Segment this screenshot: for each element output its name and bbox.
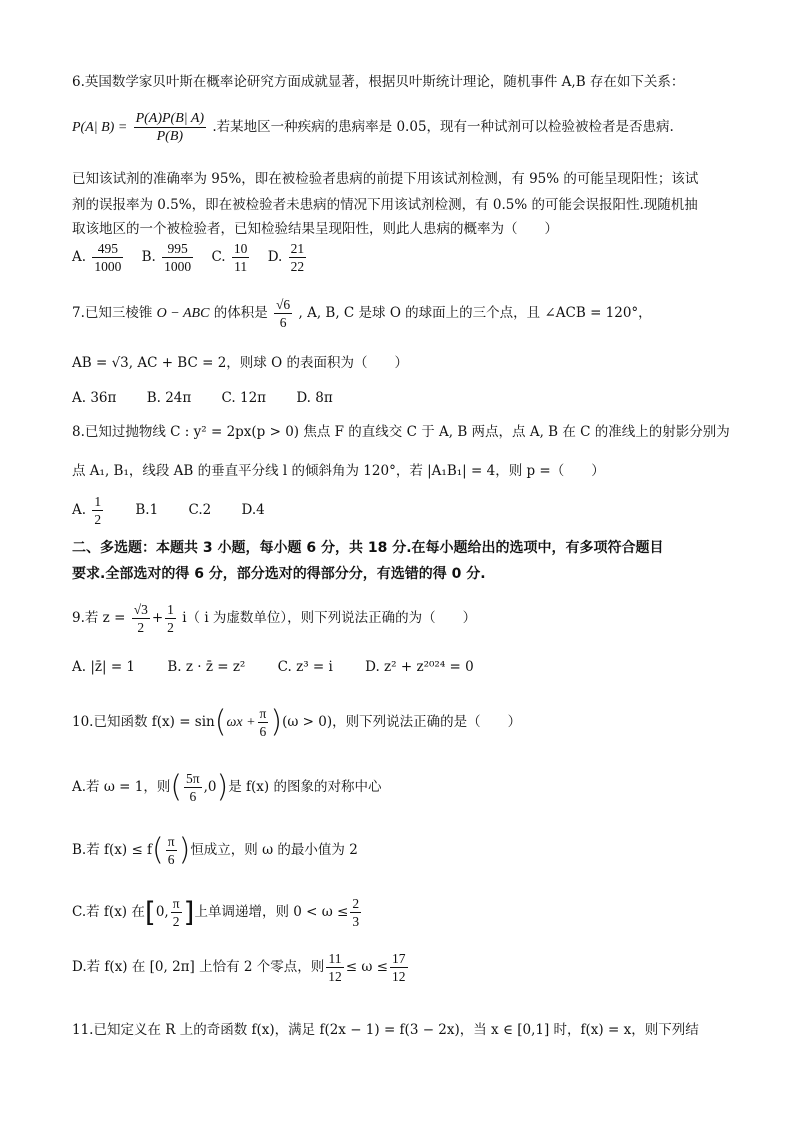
q6-formula-den: P(B) [156,129,184,144]
q7-option-c: C. 12π [221,390,267,406]
q7-option-b: B. 24π [146,390,192,406]
q10-option-a: A.若 ω = 1，则( $\frac{5\pi}{6}$ ,0)是 f(x) 的图象的对称中心 [72,769,382,805]
q10-stem: 10.已知函数 f(x) = sin(ωx + $\frac{\pi}{6}$ )(ω > 0)，则下列说法正确的是（ ） [72,704,522,740]
q10-option-d [72,950,410,985]
q7-volume-num: √6 [276,297,291,312]
q6-option-a-label: A. [72,249,87,265]
q8-stem-line2: 点 A₁, B₁，线段 AB 的垂直平分线 l 的倾斜角为 120°，若 |A₁B₁| = 4，则 p =（ ） [72,463,605,479]
q7-option-d: D. 8π [296,390,333,406]
q6-option-b [142,240,196,275]
q6-option-c-den: 11 [234,259,248,274]
q10-pre: 10.已知函数 f(x) = sin [72,714,215,730]
q6-options [72,240,320,275]
q10-d-num2: 17 [392,951,406,966]
q9-frac1-den: 2 [137,620,145,635]
q10-d-mid: ≤ ω ≤ [345,959,388,975]
q10-c-mid: 上单调递增，则 0 < ω ≤ [194,904,349,920]
q9-pre: 9.若 z = [72,610,126,626]
q10-c-den2: 3 [352,914,360,929]
q6-formula-lhs: P(A| B) = [72,120,128,135]
q10-option-c: C.若 f(x) 在[0, $\frac{\pi}{2}$ ]上单调递增，则 0 < ω ≤ $\frac{2}{3}$ [72,895,360,929]
q10-den: 6 [259,724,267,739]
q6-option-a-num: 495 [92,240,123,258]
q10-d-den1: 12 [328,969,342,984]
q8-option-a-label: A. [72,502,87,518]
q6-option-d-num: 21 [290,241,305,256]
q10-post: (ω > 0)，则下列说法正确的是（ ） [282,714,522,730]
q9-options [72,657,486,677]
q10-option-b: B.若 f(x) ≤ f( $\frac{\pi}{6}$ )恒成立，则 ω 的最小值为 2 [72,832,358,868]
q10-c-den: 2 [172,914,180,929]
q10-c-pre: C.若 f(x) 在 [72,904,145,920]
q10-b-den: 6 [167,852,175,867]
q11-stem-line1: 11.已知定义在 R 上的奇函数 f(x)，满足 f(2x − 1) = f(3 − 2x)，当 x ∈ [0,1] 时，f(x) = x，则下列结 [72,1022,699,1038]
q8-option-a-num: 1 [94,494,102,509]
q10-d-num1: 11 [326,950,344,968]
q10-a-post: ,0 [203,779,217,795]
q8-options [72,493,277,528]
q8-option-d: D.4 [241,502,265,518]
q7-volume-den: 6 [279,315,287,330]
section2-heading-line2: 要求.全部选对的得 6 分，部分选对的得部分分，有选错的得 0 分. [72,566,486,582]
q7-stem-line2: AB = √3, AC + BC = 2，则球 O 的表面积为（ ） [72,355,408,371]
q10-a-den: 6 [189,789,197,804]
q6-stem-line1: 6.英国数学家贝叶斯在概率论研究方面成就显著，根据贝叶斯统计理论，随机事件 A,B 存在如下关系： [72,74,685,90]
q10-b-pre: B.若 f(x) ≤ f [72,842,153,858]
q6-option-a [72,240,125,275]
q9-stem [72,601,476,636]
q7-option-a: A. 36π [72,390,117,406]
q9-plus: + [151,610,164,626]
q6-option-c [211,240,251,275]
q9-option-a: A. |z̄| = 1 [72,659,136,675]
q6-formula-num: P(A)P(B| A) [135,111,205,126]
q10-b-tail: 恒成立，则 ω 的最小值为 2 [190,842,358,858]
q10-a-tail: 是 f(x) 的图象的对称中心 [228,779,382,795]
q6-stem-line4: 剂的误报率为 0.5%，即在被检验者未患病的情况下用该试剂检测，有 0.5% 的可能会误报阳性.现随机抽 [72,197,698,213]
q7-pre: 7.已知三棱锥 [72,305,157,321]
q6-option-b-label: B. [141,249,156,265]
q8-option-c: C.2 [188,502,212,518]
q9-option-c: C. z³ = i [277,659,333,675]
q10-inner: ωx + [226,715,256,730]
q8-option-a [72,493,105,528]
q8-stem-line1: 8.已知过抛物线 C : y² = 2px(p > 0) 焦点 F 的直线交 C 于 A, B 两点，点 A, B 在 C 的准线上的射影分别为 [72,424,730,440]
q10-c-num2: 2 [352,896,360,911]
q9-option-b: B. z · z̄ = z² [167,659,246,675]
q10-num: π [259,706,267,721]
q6-stem-line3: 已知该试剂的准确率为 95%，即在被检验者患病的前提下用该试剂检测，有 95% 的可能呈现阳性；该试 [72,171,699,187]
q10-b-num: π [167,834,175,849]
q6-stem-line5: 取该地区的一个被检验者，已知检验结果呈现阳性，则此人患病的概率为（ ） [72,221,558,237]
q7-options [72,388,345,408]
q6-option-c-label: C. [211,249,226,265]
q9-frac2-den: 2 [167,620,174,635]
q10-d-den2: 12 [392,969,406,984]
q9-frac2-num: 1 [167,602,174,617]
q10-d-pre: D.若 f(x) 在 [0, 2π] 上恰有 2 个零点，则 [72,959,325,975]
q7-cone: O − ABC [156,306,210,321]
q9-post: i（ i 为虚数单位），则下列说法正确的为（ ） [182,610,477,626]
q6-formula-fraction [134,110,207,145]
q10-c-num: π [172,896,180,911]
q6-option-b-num: 995 [162,240,193,258]
q6-option-b-den: 1000 [164,259,192,274]
q6-option-d [268,240,308,275]
q6-formula-tail: .若某地区一种疾病的患病率是 0.05，现有一种试剂可以检验被检者是否患病. [212,119,674,135]
section2-heading-line1: 二、多选题：本题共 3 小题，每小题 6 分，共 18 分.在每小题给出的选项中，有多项符合题目 [72,540,664,556]
q6-option-a-den: 1000 [94,259,122,274]
q7-stem-line1 [72,296,652,331]
q9-frac1-num: √3 [133,602,148,617]
q10-c-inner: 0, [155,904,169,920]
q8-option-b: B.1 [135,502,159,518]
q9-option-d: D. z² + z²⁰²⁴ = 0 [365,659,474,675]
q10-a-num: 5π [186,771,200,786]
q6-bayes-formula [72,110,674,145]
q6-option-d-label: D. [267,249,283,265]
q6-option-c-num: 10 [233,241,248,256]
q8-option-a-den: 2 [94,512,102,527]
q7-mid: 的体积是 [209,305,273,321]
q7-post: , A, B, C 是球 O 的球面上的三个点，且 ∠ACB = 120°， [298,305,652,321]
q10-a-pre: A.若 ω = 1，则 [72,779,171,795]
q6-option-d-den: 22 [290,259,305,274]
